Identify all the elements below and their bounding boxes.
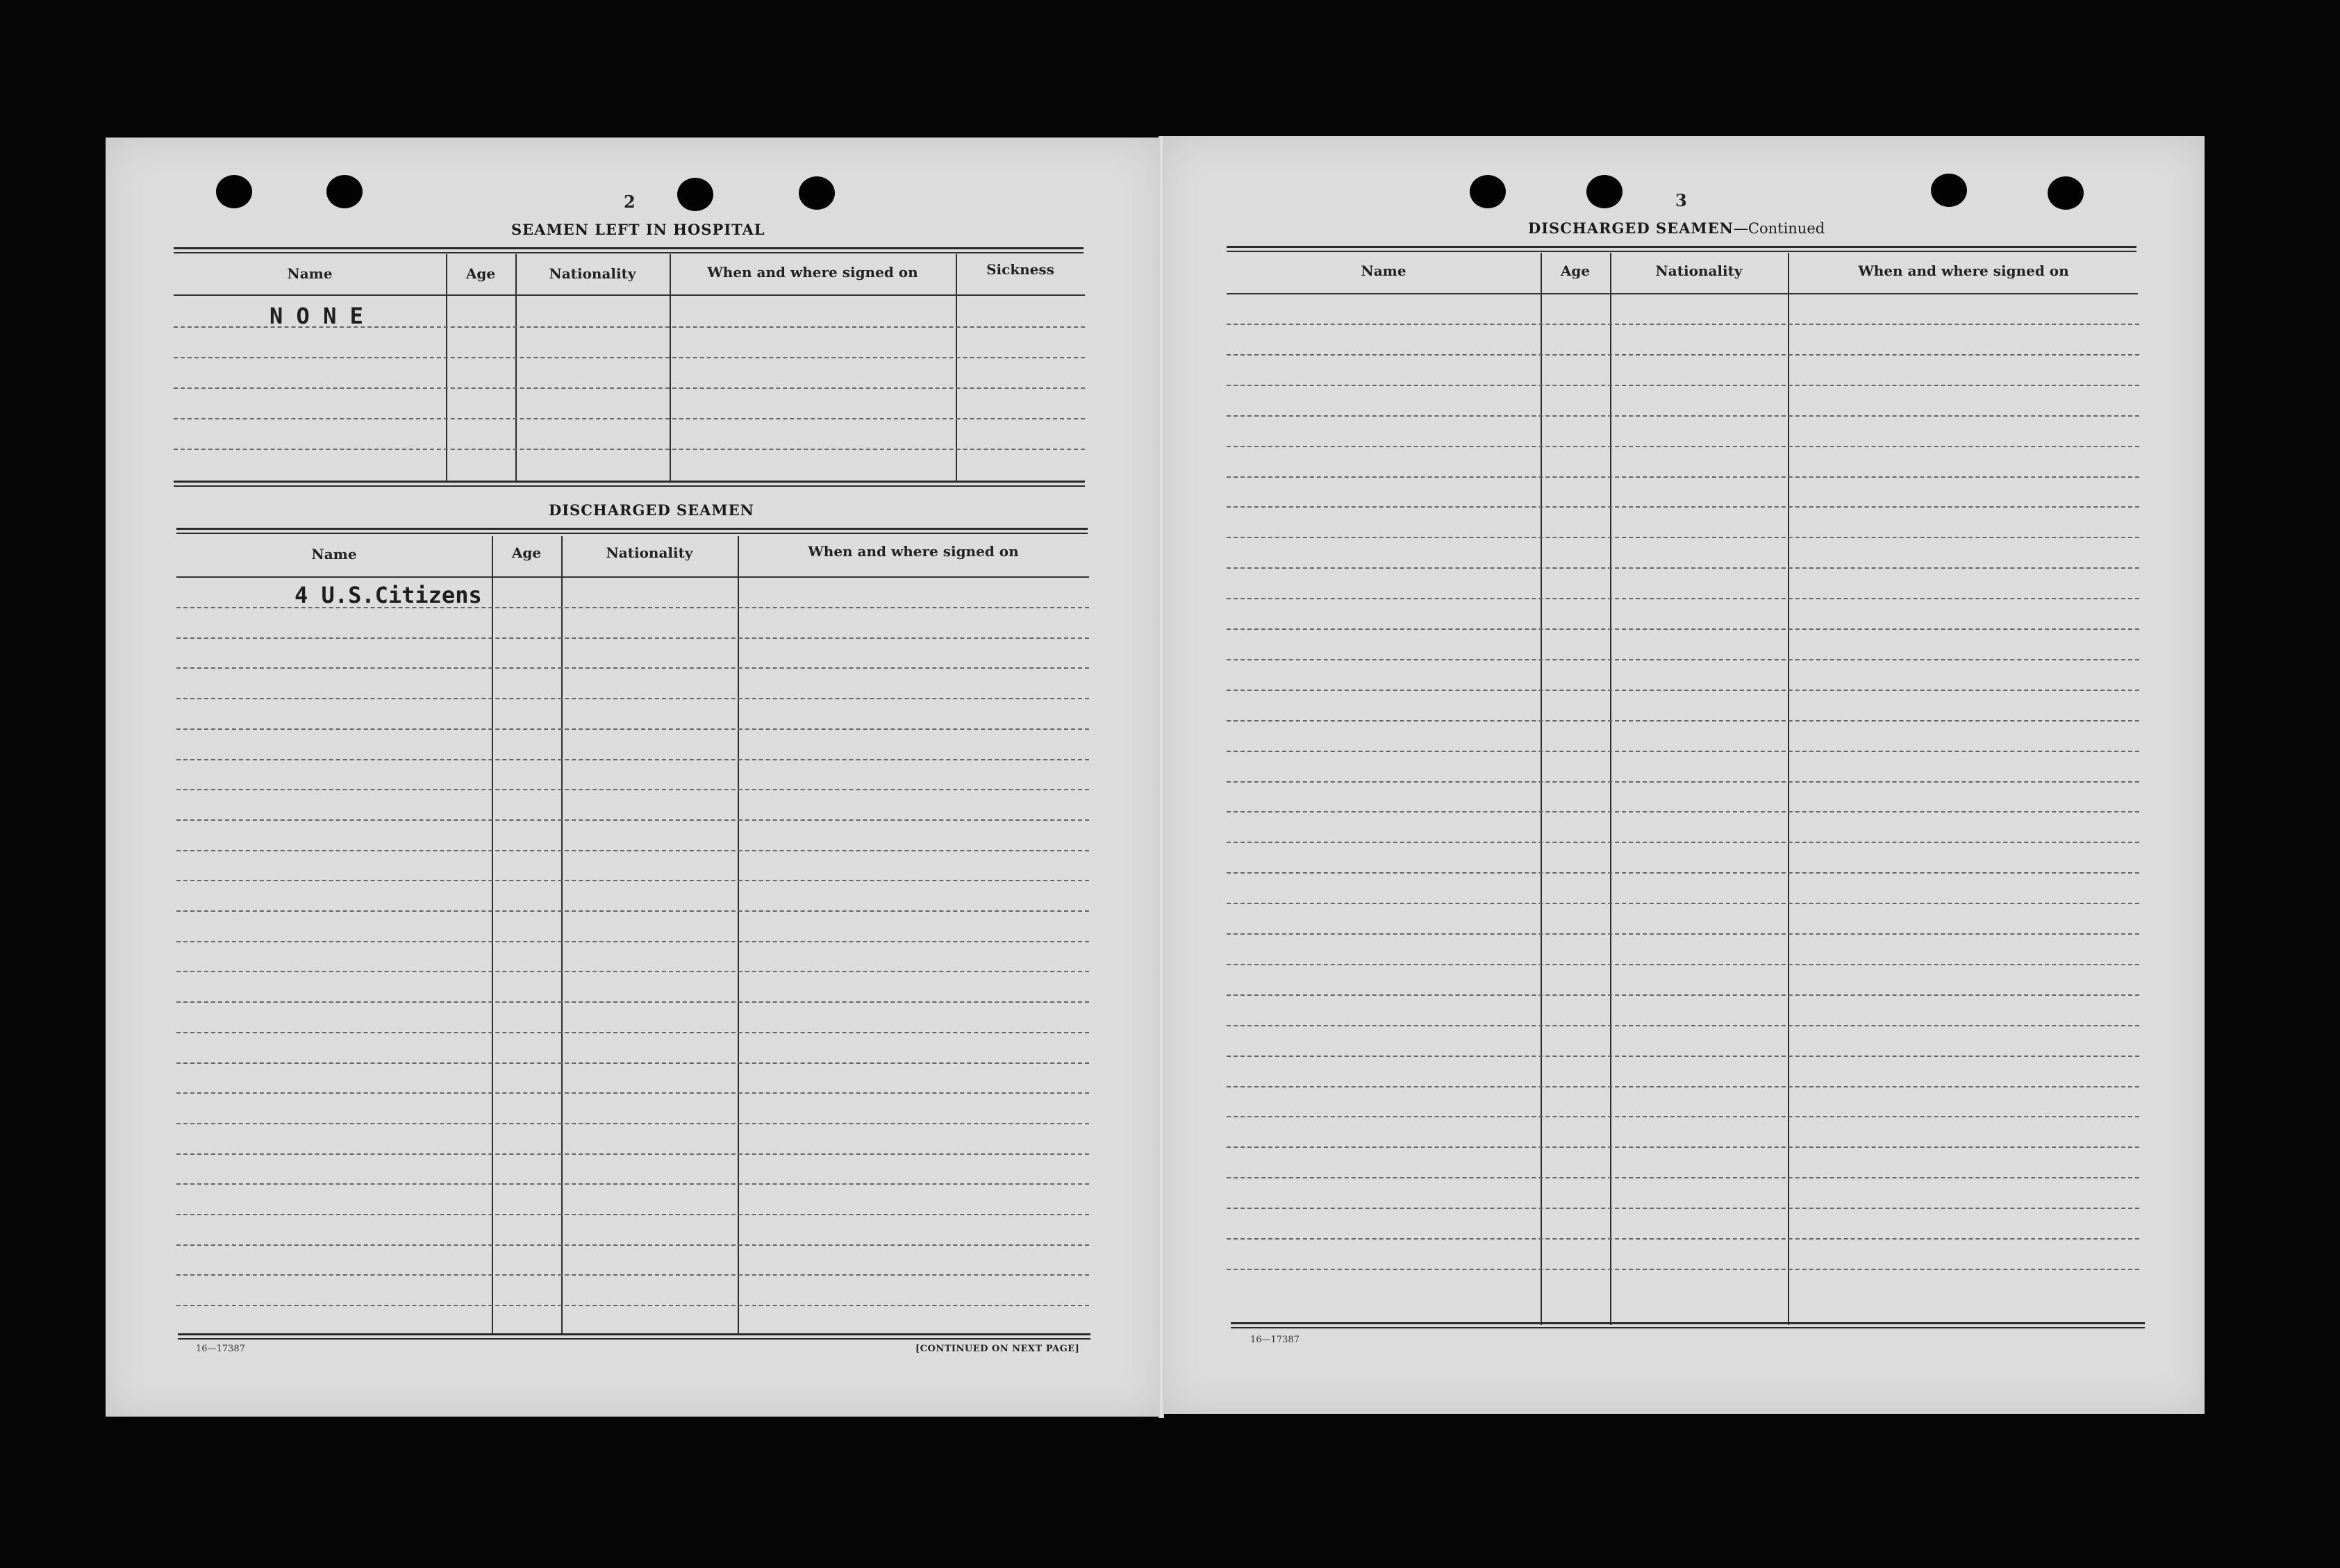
punch-hole	[1586, 175, 1623, 208]
table-top-rule	[174, 247, 1084, 253]
column-divider	[1541, 253, 1542, 1325]
column-header-name: Name	[311, 546, 357, 562]
ruled-line	[1227, 994, 2139, 996]
column-header-signed-on: When and where signed on	[707, 264, 918, 281]
punch-hole	[216, 175, 252, 208]
ruled-line	[1227, 690, 2139, 691]
ruled-line	[176, 1183, 1089, 1185]
column-header-nationality: Nationality	[549, 265, 636, 282]
ruled-line	[1227, 659, 2139, 660]
ruled-line	[1227, 324, 2139, 325]
ruled-line	[176, 1244, 1089, 1246]
ruled-line	[176, 698, 1089, 699]
ruled-line	[1227, 1086, 2139, 1087]
ruled-line	[176, 789, 1089, 790]
ruled-line	[176, 728, 1089, 730]
column-header-age: Age	[511, 544, 542, 561]
ruled-line	[1227, 567, 2139, 569]
table-bottom-rule	[178, 1333, 1090, 1340]
form-number: 16—17387	[1250, 1335, 1300, 1345]
column-header-age: Age	[465, 265, 496, 282]
table-top-rule	[176, 528, 1088, 534]
title-suffix: —Continued	[1733, 220, 1825, 237]
ruled-line	[176, 1062, 1089, 1064]
column-header-signed-on: When and where signed on	[1858, 262, 2069, 279]
ruled-line	[1227, 933, 2139, 935]
ruled-line	[176, 1274, 1089, 1276]
column-header-name: Name	[1361, 262, 1407, 279]
ruled-line	[176, 637, 1089, 639]
ruled-line	[174, 387, 1085, 389]
ruled-line	[1227, 446, 2139, 447]
punch-hole	[326, 175, 363, 208]
ruled-line	[1227, 354, 2139, 356]
column-header-nationality: Nationality	[1655, 262, 1743, 279]
title-text: DISCHARGED SEAMEN	[1528, 219, 1734, 237]
column-divider	[446, 254, 447, 481]
hospital-section-title: SEAMEN LEFT IN HOSPITAL	[511, 221, 765, 238]
ruled-line	[1227, 598, 2139, 599]
ruled-line	[1227, 506, 2139, 508]
table-top-rule	[1227, 246, 2136, 252]
ruled-line	[174, 418, 1085, 419]
discharged-continued-title	[1528, 219, 1825, 237]
ruled-line	[174, 357, 1085, 358]
column-divider	[956, 254, 957, 481]
form-number: 16—17387	[196, 1344, 245, 1354]
page-number: 2	[624, 192, 636, 212]
right-page	[1161, 136, 2205, 1414]
hospital-entry: N O N E	[269, 303, 363, 329]
punch-hole	[1470, 175, 1506, 208]
ruled-line	[1227, 751, 2139, 752]
column-divider	[1610, 253, 1611, 1325]
column-divider	[515, 254, 517, 481]
table-bottom-rule	[174, 481, 1085, 487]
ruled-line	[1227, 872, 2139, 874]
ruled-line	[176, 941, 1089, 942]
ruled-line	[176, 819, 1089, 821]
page-number: 3	[1675, 190, 1687, 210]
ruled-line	[1227, 1146, 2139, 1148]
ruled-line	[176, 1153, 1089, 1155]
ruled-line	[1227, 1208, 2139, 1209]
discharged-section-title: DISCHARGED SEAMEN	[549, 501, 754, 519]
ruled-line	[1227, 781, 2139, 783]
continued-note: [CONTINUED ON NEXT PAGE]	[915, 1344, 1080, 1354]
ruled-line	[176, 1001, 1089, 1003]
header-bottom-rule	[176, 576, 1089, 578]
ruled-line	[1227, 903, 2139, 904]
ruled-line	[174, 449, 1085, 450]
header-bottom-rule	[174, 294, 1085, 296]
ruled-line	[1227, 628, 2139, 630]
column-divider	[1788, 253, 1789, 1325]
ruled-line	[1227, 385, 2139, 386]
ruled-line	[1227, 1025, 2139, 1026]
discharged-entry: 4 U.S.Citizens	[294, 582, 482, 608]
ruled-line	[1227, 964, 2139, 965]
ruled-line	[1227, 537, 2139, 538]
punch-hole	[799, 176, 835, 210]
ruled-line	[176, 880, 1089, 881]
header-bottom-rule	[1227, 293, 2138, 294]
ruled-line	[1227, 476, 2139, 478]
table-bottom-rule	[1231, 1322, 2145, 1328]
punch-hole	[2048, 176, 2084, 210]
punch-hole	[1931, 174, 1967, 207]
ruled-line	[176, 1032, 1089, 1033]
ruled-line	[176, 667, 1089, 669]
ruled-line	[176, 1092, 1089, 1094]
ruled-line	[1227, 842, 2139, 843]
ruled-line	[1227, 1116, 2139, 1117]
ruled-line	[176, 1123, 1089, 1124]
ruled-line	[176, 910, 1089, 912]
ruled-line	[176, 971, 1089, 972]
punch-hole	[677, 178, 713, 211]
ruled-line	[176, 850, 1089, 851]
ruled-line	[1227, 1238, 2139, 1240]
ruled-line	[176, 1214, 1089, 1215]
column-divider	[670, 254, 671, 481]
ruled-line	[1227, 1056, 2139, 1057]
ruled-line	[176, 759, 1089, 760]
column-header-age: Age	[1560, 262, 1591, 279]
ruled-line	[1227, 811, 2139, 812]
ruled-line	[1227, 1269, 2139, 1270]
ruled-line	[1227, 720, 2139, 722]
page-fold	[1159, 136, 1164, 1418]
column-header-signed-on: When and where signed on	[808, 543, 1019, 560]
ruled-line	[1227, 415, 2139, 417]
column-header-nationality: Nationality	[606, 544, 693, 561]
ruled-line	[176, 1305, 1089, 1306]
ruled-line	[1227, 1177, 2139, 1178]
column-header-sickness: Sickness	[986, 261, 1054, 278]
left-page	[106, 137, 1161, 1417]
column-header-name: Name	[287, 265, 333, 282]
